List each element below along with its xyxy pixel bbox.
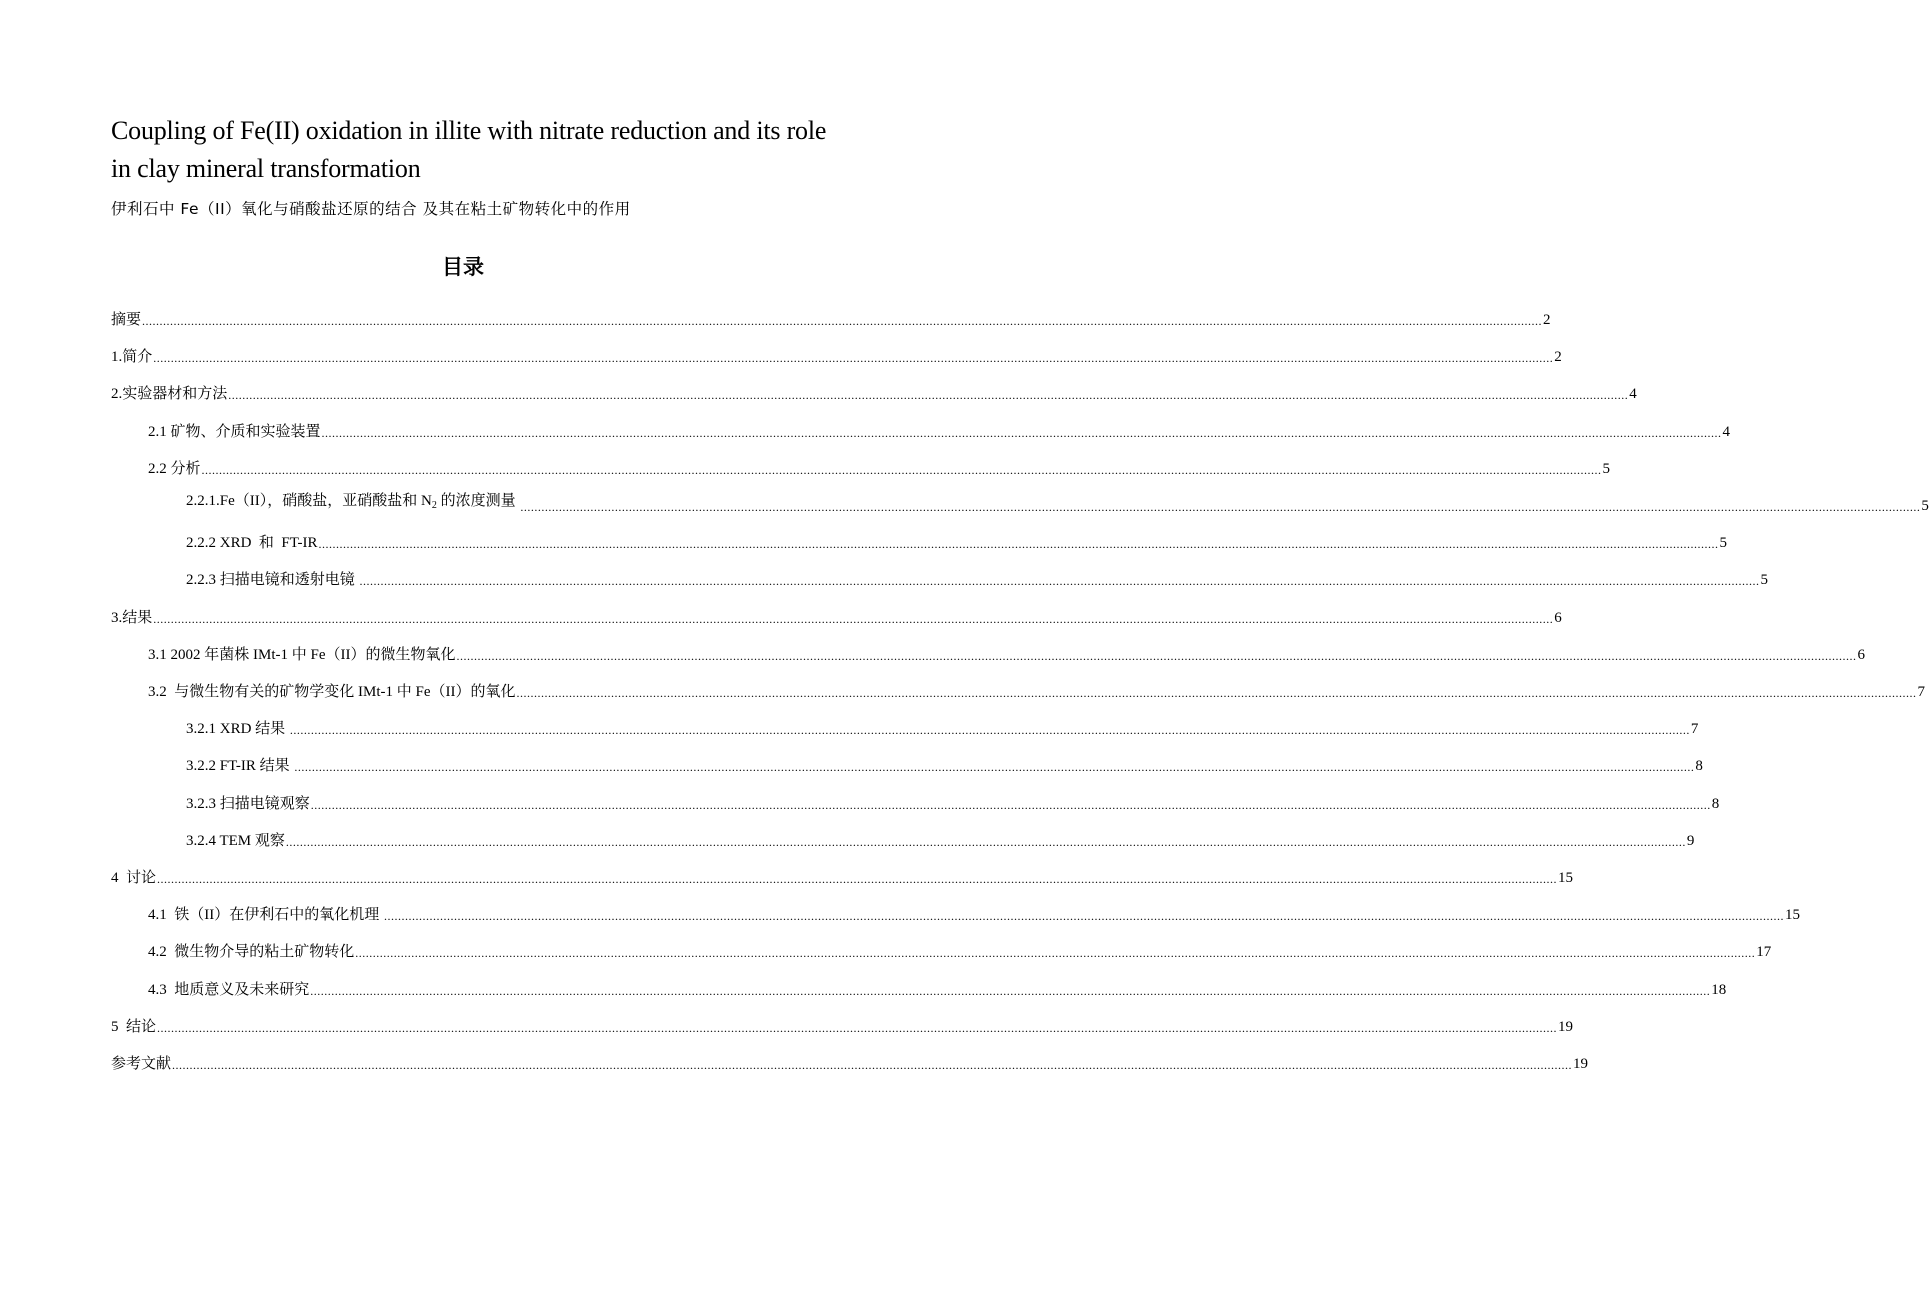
toc-entry[interactable]	[148, 414, 1731, 442]
toc-page-number: 7	[1690, 721, 1699, 738]
toc-dot-leader: ................................................................................................................................................................................................................................................................................................................................................................................................................	[157, 1020, 1558, 1035]
toc-entry-title: 3.2.1 XRD 结果	[186, 721, 289, 738]
toc-entry[interactable]	[186, 711, 1699, 739]
toc-entry[interactable]	[186, 525, 1728, 553]
toc-entry[interactable]	[186, 748, 1703, 776]
toc-entry-title: 4.1 铁（II）在伊利石中的氧化机理	[148, 907, 383, 924]
toc-page-number: 2	[1554, 349, 1562, 366]
toc-entry[interactable]	[111, 302, 1551, 330]
toc-entry-title: 3.2 与微生物有关的矿物学变化 IMt-1 中 Fe（II）的氧化	[148, 684, 516, 700]
toc-page-number: 5	[1719, 535, 1728, 552]
toc-dot-leader: ................................................................................................................................................................................................................................................................................................................................................................................................................	[359, 574, 1760, 589]
toc-dot-leader: ................................................................................................................................................................................................................................................................................................................................................................................................................	[228, 388, 1629, 403]
toc-entry-title: 2.2.1.Fe（II），硝酸盐，亚硝酸盐和 $N_2$ 的浓度测量	[186, 493, 520, 511]
toc-dot-leader: ................................................................................................................................................................................................................................................................................................................................................................................................................	[456, 648, 1857, 663]
toc-entry[interactable]	[111, 376, 1637, 404]
toc-entry-title: 3.结果	[111, 609, 153, 626]
toc-page-number: 4	[1629, 386, 1637, 403]
toc-entry[interactable]	[148, 934, 1772, 962]
toc-entry[interactable]	[186, 562, 1769, 590]
toc-page-number: 5	[1602, 460, 1611, 477]
toc-entry-title: 3.1 2002 年菌株 IMt-1 中 Fe（II）的微生物氧化	[148, 646, 456, 663]
toc-entry[interactable]	[148, 674, 1925, 702]
toc-entry[interactable]	[111, 860, 1574, 888]
toc-entry-title: 1.简介	[111, 349, 153, 366]
toc-dot-leader: ................................................................................................................................................................................................................................................................................................................................................................................................................	[318, 537, 1719, 552]
toc-entry[interactable]	[111, 1046, 1589, 1074]
toc-page-number: 9	[1686, 832, 1695, 849]
toc-entry[interactable]	[186, 786, 1720, 814]
toc-dot-leader: ................................................................................................................................................................................................................................................................................................................................................................................................................	[153, 351, 1554, 366]
toc-entry[interactable]	[148, 451, 1611, 479]
toc-entry-title: 4.2 微生物介导的粘土矿物转化	[148, 944, 355, 961]
toc-entry-title: 5 结论	[111, 1018, 157, 1035]
toc-entry[interactable]	[111, 600, 1562, 628]
toc-entry-title: 3.2.3 扫描电镜观察	[186, 795, 310, 812]
toc-page-number: 15	[1558, 870, 1574, 886]
toc-page-number: 2	[1543, 312, 1551, 328]
toc-dot-leader: ................................................................................................................................................................................................................................................................................................................................................................................................................	[310, 797, 1711, 812]
toc-entry-title: 参考文献	[111, 1056, 172, 1072]
toc-page-number: 8	[1711, 795, 1720, 812]
toc-entry-title: 摘要	[111, 312, 142, 328]
toc-entry[interactable]	[111, 1009, 1574, 1037]
toc-dot-leader: ................................................................................................................................................................................................................................................................................................................................................................................................................	[310, 983, 1711, 998]
toc-page-number: 5	[1921, 498, 1929, 514]
toc-entry-title: 3.2.2 FT-IR 结果	[186, 758, 294, 775]
toc-page-number: 18	[1711, 981, 1727, 998]
toc-page-number: 19	[1558, 1018, 1574, 1035]
toc-dot-leader: ................................................................................................................................................................................................................................................................................................................................................................................................................	[355, 946, 1756, 961]
toc-dot-leader: ................................................................................................................................................................................................................................................................................................................................................................................................................	[157, 872, 1558, 886]
toc-dot-leader: ................................................................................................................................................................................................................................................................................................................................................................................................................	[172, 1058, 1573, 1072]
toc-entry-title: 4.3 地质意义及未来研究	[148, 981, 310, 998]
toc-page-number: 17	[1756, 944, 1772, 961]
toc-dot-leader: ................................................................................................................................................................................................................................................................................................................................................................................................................	[516, 686, 1917, 700]
toc-dot-leader: ................................................................................................................................................................................................................................................................................................................................................................................................................	[520, 500, 1921, 514]
toc-page-number: 7	[1917, 684, 1925, 700]
toc-entry[interactable]	[111, 339, 1562, 367]
toc-page-number: 4	[1722, 423, 1731, 440]
toc-entry-title: 2.2.2 XRD 和 FT-IR	[186, 535, 318, 552]
toc-dot-leader: ................................................................................................................................................................................................................................................................................................................................................................................................................	[384, 909, 1784, 924]
toc-page-number: 5	[1760, 572, 1769, 589]
toc-page-number: 6	[1554, 609, 1562, 626]
toc-dot-leader: ................................................................................................................................................................................................................................................................................................................................................................................................................	[201, 462, 1602, 477]
toc-entry[interactable]	[186, 488, 1929, 516]
toc-page-number: 19	[1573, 1056, 1589, 1072]
toc-dot-leader: ................................................................................................................................................................................................................................................................................................................................................................................................................	[142, 314, 1543, 328]
toc-dot-leader: ................................................................................................................................................................................................................................................................................................................................................................................................................	[289, 723, 1690, 738]
toc-entry-title: 4 讨论	[111, 870, 157, 886]
toc-heading: 目录	[442, 255, 484, 279]
toc-dot-leader: ................................................................................................................................................................................................................................................................................................................................................................................................................	[294, 760, 1695, 775]
toc-entry-title: 2.1 矿物、介质和实验装置	[148, 423, 321, 440]
toc-page-number: 15	[1785, 907, 1800, 924]
toc-dot-leader: ................................................................................................................................................................................................................................................................................................................................................................................................................	[153, 611, 1554, 626]
toc-entry[interactable]	[148, 637, 1865, 665]
toc-entry[interactable]	[148, 972, 1727, 1000]
toc-page-number: 6	[1857, 646, 1865, 663]
toc-entry-title: 2.实验器材和方法	[111, 386, 228, 403]
toc-entry[interactable]	[186, 823, 1695, 851]
toc-entry[interactable]	[148, 897, 1800, 925]
toc-page-number: 8	[1695, 758, 1703, 775]
toc-dot-leader: ................................................................................................................................................................................................................................................................................................................................................................................................................	[285, 834, 1686, 849]
toc-entry-title: 3.2.4 TEM 观察	[186, 832, 285, 849]
toc-dot-leader: ................................................................................................................................................................................................................................................................................................................................................................................................................	[321, 425, 1722, 440]
document-title-english: Coupling of Fe(II) oxidation in illite with nitrate reduction and its role in clay mineral transformation	[111, 116, 827, 183]
toc-entry-title: 2.2.3 扫描电镜和透射电镜	[186, 572, 359, 589]
toc-entry-subscript: 2	[431, 500, 437, 511]
document-title-chinese: 伊利石中 Fe（II）氧化与硝酸盐还原的结合 及其在粘土矿物转化中的作用	[111, 200, 631, 218]
toc-entry-title: 2.2 分析	[148, 460, 201, 477]
